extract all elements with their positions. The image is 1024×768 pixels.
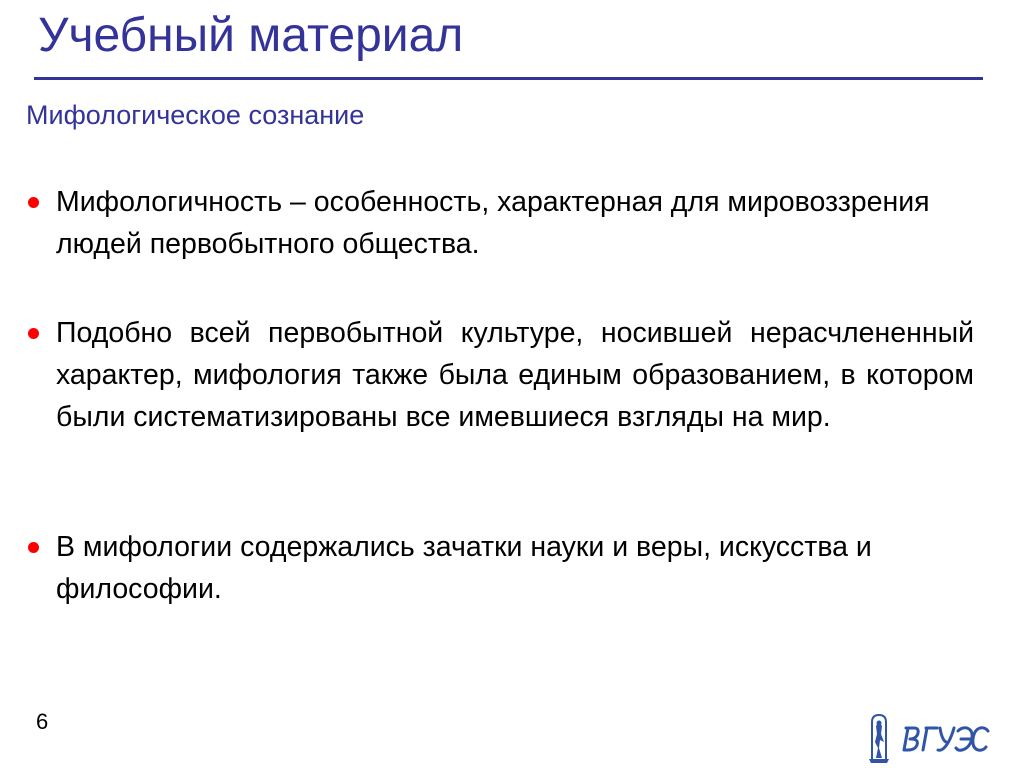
slide-subtitle: Мифологическое сознание bbox=[26, 100, 365, 130]
bullet-text: В мифологии содержались зачатки науки и веры, искусства и философии. bbox=[56, 531, 872, 605]
bullet-text: Подобно всей первобытной культуре, носившей нерасчлененный характер, мифология также была единым образованием, в котором были систематизированы все имевшиеся взгляды на мир. bbox=[56, 317, 974, 433]
page-number: 6 bbox=[36, 709, 49, 734]
bullet-text: Мифологичность – особенность, характерная для мировоззрения людей первобытного общества. bbox=[56, 186, 930, 260]
bullet-item bbox=[56, 526, 974, 610]
logo-lettering-icon bbox=[904, 728, 988, 750]
logo-emblem-icon bbox=[869, 715, 889, 763]
bullet-item bbox=[56, 312, 974, 438]
slide-title: Учебный материал bbox=[38, 9, 464, 62]
bullet-item bbox=[56, 181, 974, 265]
university-logo bbox=[866, 712, 990, 764]
bullet-dot-icon bbox=[28, 197, 39, 208]
bullet-dot-icon bbox=[28, 328, 39, 339]
vgues-logo-icon bbox=[866, 712, 990, 764]
bullet-dot-icon bbox=[28, 542, 39, 553]
